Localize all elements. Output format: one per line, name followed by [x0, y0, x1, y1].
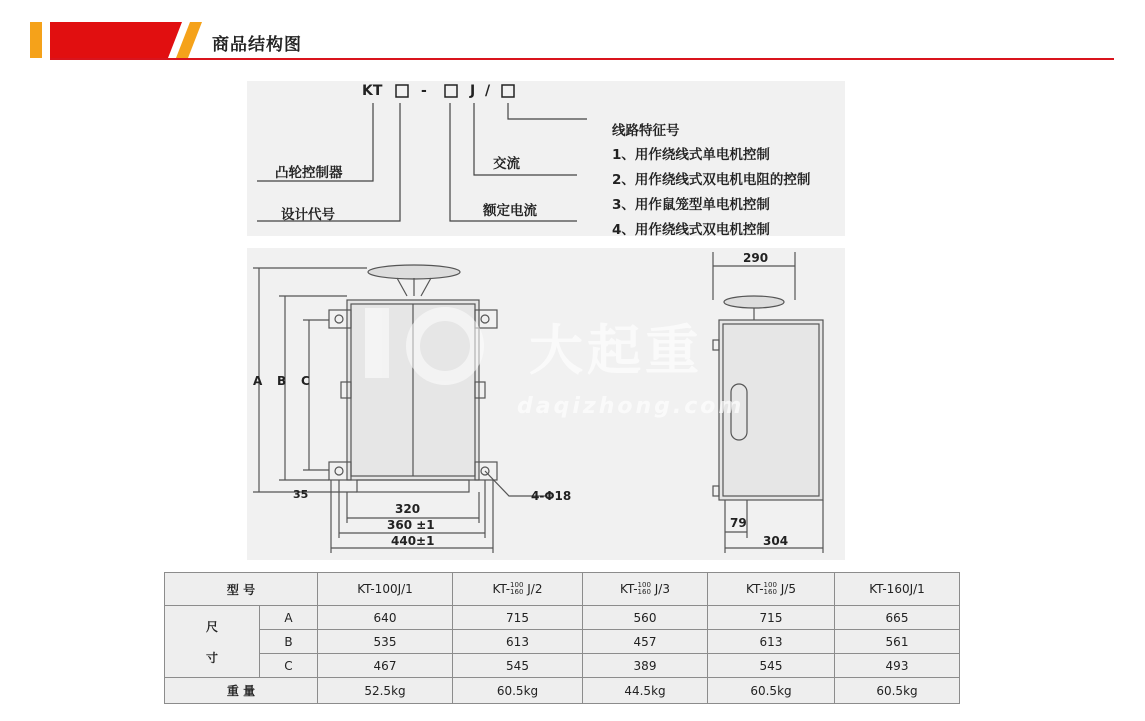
header-model-1: KT-100J/1 — [318, 573, 453, 606]
section-header — [0, 0, 1145, 62]
front-handwheel — [368, 265, 460, 279]
header-model-label: 型 号 — [165, 573, 318, 606]
dim-c: C — [301, 374, 310, 388]
cell-b-2: 613 — [453, 630, 583, 654]
table-row — [165, 654, 960, 678]
weight-3: 44.5kg — [583, 678, 708, 704]
code-kt: KT — [362, 83, 383, 99]
cell-b-3: 457 — [583, 630, 708, 654]
label-cam-controller: 凸轮控制器 — [275, 165, 343, 181]
cell-c-2: 545 — [453, 654, 583, 678]
cell-a-4: 715 — [708, 606, 835, 630]
weight-row — [165, 678, 960, 704]
cell-a-3: 560 — [583, 606, 708, 630]
code-slash: / — [485, 83, 491, 99]
header-model-5: KT-160J/1 — [835, 573, 960, 606]
feature-item-2: 2、用作绕线式双电机电阻的控制 — [612, 172, 811, 188]
dim-79: 79 — [730, 516, 747, 530]
table-header-row — [165, 573, 960, 606]
dim-304: 304 — [763, 534, 789, 548]
table-row — [165, 630, 960, 654]
header-banner — [0, 0, 1145, 62]
header-model-3: KT-100 160 J/3 — [583, 573, 708, 606]
accent-bar-orange — [30, 22, 42, 58]
dim-290: 290 — [743, 251, 769, 265]
feature-item-1: 1、用作绕线式单电机控制 — [612, 147, 770, 163]
cell-c-4: 545 — [708, 654, 835, 678]
dim-360: 360 ±1 — [387, 518, 435, 532]
dim-label-b: B — [260, 630, 318, 654]
cell-c-3: 389 — [583, 654, 708, 678]
cell-b-1: 535 — [318, 630, 453, 654]
weight-1: 52.5kg — [318, 678, 453, 704]
dim-label-c: C — [260, 654, 318, 678]
feature-item-4: 4、用作绕线式双电机控制 — [612, 222, 770, 238]
label-design-code: 设计代号 — [281, 207, 335, 223]
dim-320: 320 — [395, 502, 421, 516]
header-model-4: KT-100 160 J/5 — [708, 573, 835, 606]
label-ac: 交流 — [493, 156, 520, 172]
cell-b-5: 561 — [835, 630, 960, 654]
side-handwheel — [724, 296, 784, 308]
watermark-cn: 大起重 — [529, 319, 703, 382]
spec-table — [164, 572, 960, 704]
dimension-drawing-panel — [247, 248, 845, 560]
code-j: J — [470, 83, 476, 99]
cell-a-5: 665 — [835, 606, 960, 630]
cell-c-1: 467 — [318, 654, 453, 678]
weight-label: 重 量 — [165, 678, 318, 704]
label-circuit-feature: 线路特征号 — [612, 123, 680, 139]
dim-a: A — [253, 374, 263, 388]
code-dash: - — [421, 83, 427, 99]
dim-440: 440±1 — [391, 534, 435, 548]
section-title: 商品结构图 — [212, 35, 302, 55]
label-rated-current: 额定电流 — [483, 203, 537, 219]
weight-4: 60.5kg — [708, 678, 835, 704]
dim-label-a: A — [260, 606, 318, 630]
feature-item-3: 3、用作鼠笼型单电机控制 — [612, 197, 770, 213]
header-model-2: KT-100 160 J/2 — [453, 573, 583, 606]
cell-a-1: 640 — [318, 606, 453, 630]
watermark-en: daqizhong.com — [517, 394, 745, 419]
weight-5: 60.5kg — [835, 678, 960, 704]
dim-35: 35 — [293, 488, 309, 501]
cell-a-2: 715 — [453, 606, 583, 630]
size-label: 尺 寸 — [165, 606, 260, 678]
accent-bar-red — [50, 22, 182, 58]
dim-4-phi18: 4-Φ18 — [531, 489, 572, 503]
dim-b: B — [277, 374, 287, 388]
weight-2: 60.5kg — [453, 678, 583, 704]
cell-c-5: 493 — [835, 654, 960, 678]
cell-b-4: 613 — [708, 630, 835, 654]
table-row — [165, 606, 960, 630]
model-code-panel — [247, 81, 845, 236]
